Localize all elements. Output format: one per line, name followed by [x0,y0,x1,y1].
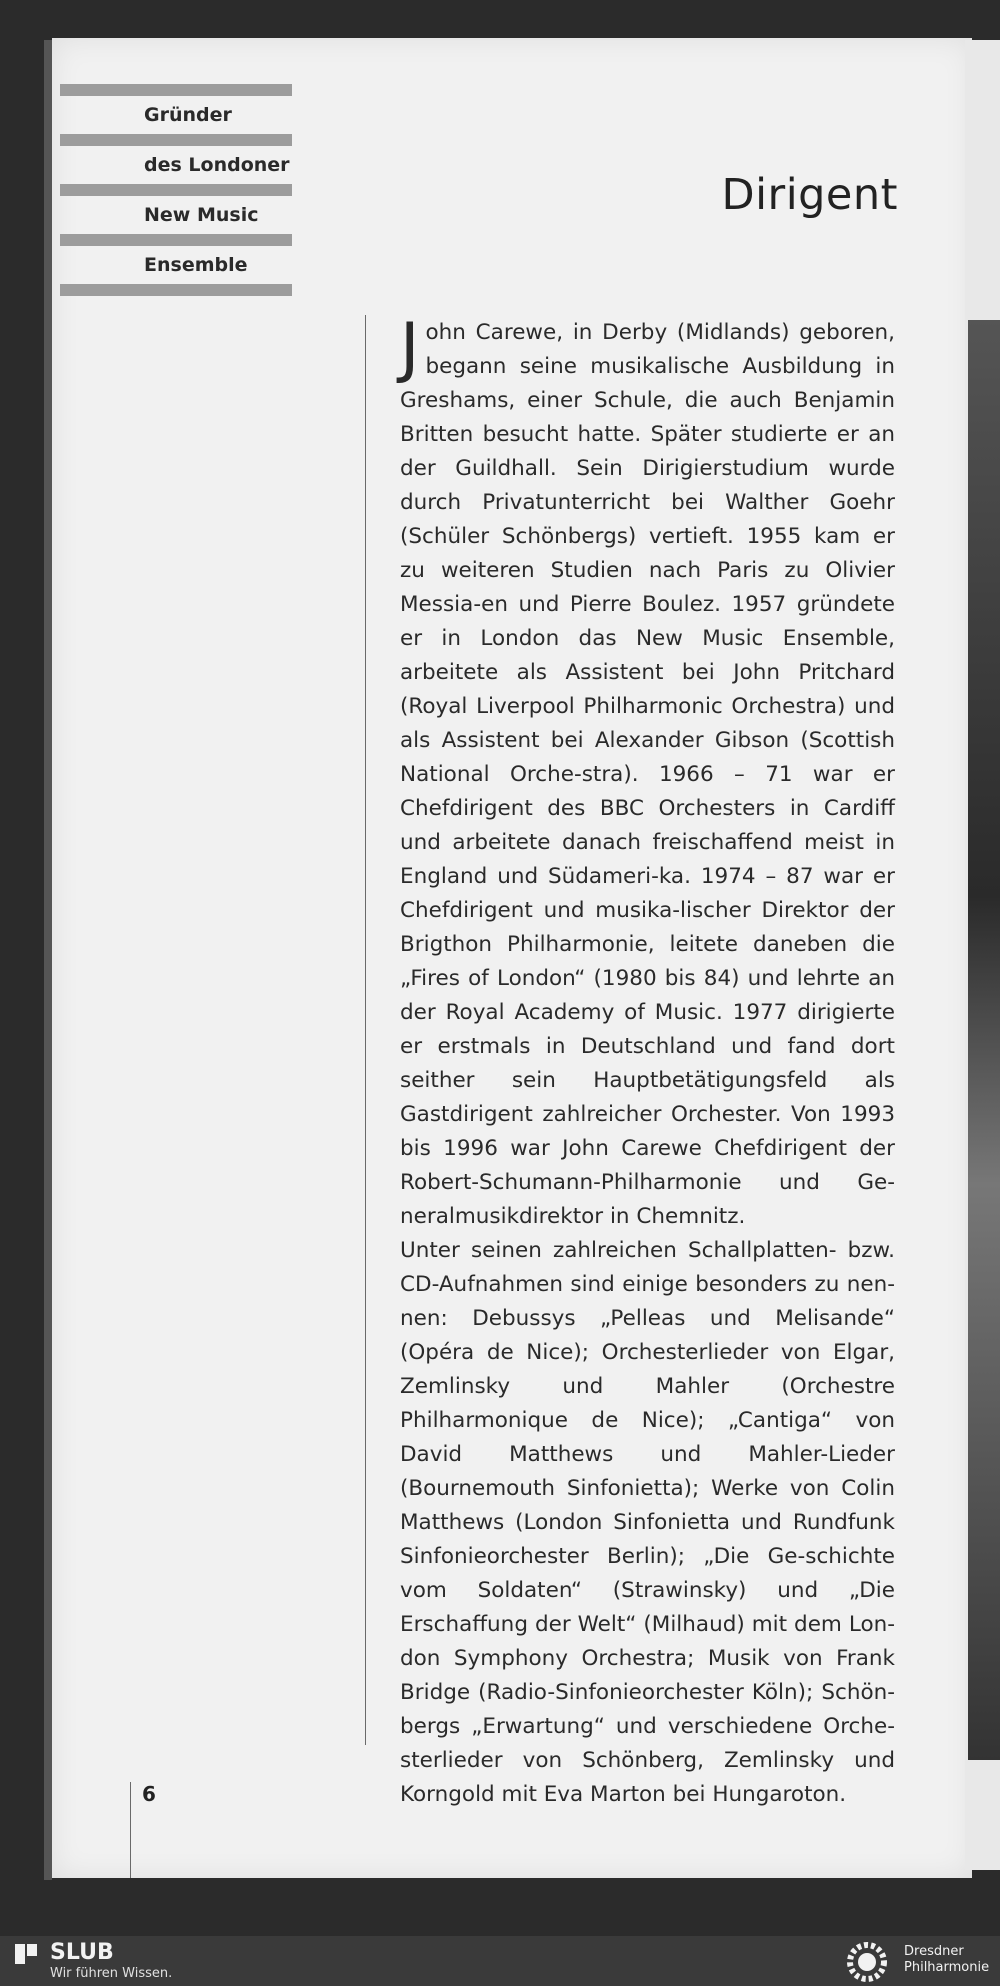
sidebar-line: des Londoner [144,154,290,176]
sidebar-line: Gründer [144,104,232,126]
philharmonie-line-2: Philharmonie [904,1960,990,1975]
drop-cap: J [400,309,420,386]
slub-tagline: Wir führen Wissen. [50,1966,173,1981]
slub-logo-icon [14,1942,38,1966]
philharmonie-name [904,1944,989,1976]
paragraph-2: Unter seinen zahlreichen Schallplatten- bzw. CD-Aufnahmen sind einige besonders zu nen-nen: Debussys „Pelleas und Melisande“ (Opéra de Nice); Orchesterlieder von Elgar, Zemlinsky und Mahler (Orchestre Philharmonique de Nice); „Cantiga“ von David Matthews und Mahler-Lieder (Bournemouth Sinfonietta); Werke von Colin Matthews (London Sinfonietta und Rundfunk Sinfonieorchester Berlin); „Die Ge-schichte vom Soldaten“ (Strawinsky) und „Die Erschaffung der Welt“ (Milhaud) mit dem Lon-don Symphony Orchestra; Musik von Frank Bridge (Radio-Sinfonieorchester Köln); Schön-bergs „Erwartung“ und verschiedene Orche-sterlieder von Schönberg, Zemlinsky und Korngold mit Eva Marton bei Hungaroton. [400,1238,895,1807]
philharmonie-line-1: Dresdner [904,1944,964,1959]
slub-name: SLUB [50,1940,114,1965]
page-edge [44,40,52,1880]
sidebar-line: New Music [144,204,259,226]
column-rule [365,315,366,1745]
next-page-edge [965,40,1000,1870]
sidebar-bar [60,284,292,296]
photo-fragment [968,320,1000,1760]
page-number-rule [130,1782,131,1878]
sidebar-bar [60,184,292,196]
philharmonie-logo-icon [842,1940,892,1984]
page-title: Dirigent [721,170,898,220]
paragraph-1 [400,309,895,1234]
paragraph-1-text: ohn Carewe, in Derby (Midlands) geboren, begann seine musikalische Ausbildung in Greshams, einer Schule, die auch Benjamin Britten besucht hatte. Später studierte er an der Guildhall. Sein Dirigierstudium wurde durch Privatunterricht bei Walther Goehr (Schüler Schönbergs) vertieft. 1955 kam er zu weiteren Studien nach Paris zu Olivier Messia-en und Pierre Boulez. 1957 gründete er in London das New Music Ensemble, arbeitete als Assistent bei John Pritchard (Royal Liverpool Philharmonic Orchestra) und als Assistent bei Alexander Gibson (Scottish National Orche-stra). 1966 – 71 war er Chefdirigent des BBC Orchesters in Cardiff und arbeitete danach freischaffend meist in England und Südameri-ka. 1974 – 87 war er Chefdirigent und musika-lischer Direktor der Brigthon Philharmonie, leitete daneben die „Fires of London“ (1980 bis 84) und lehrte an der Royal Academy of Music. 1977 dirigierte er erstmals in Deutschland und fand dort seither sein Hauptbetätigungsfeld als Gastdirigent zahlreicher Orchester. Von 1993 bis 1996 war John Carewe Chefdirigent der Robert-Schumann-Philharmonie und Ge-neralmusikdirektor in Chemnitz. [400,320,895,1229]
sidebar-bar [60,134,292,146]
sidebar-line: Ensemble [144,254,248,276]
sidebar-bar [60,84,292,96]
footer-bar [0,1936,1000,1986]
biography-text [400,309,895,1812]
page-number: 6 [142,1782,156,1806]
sidebar-heading [60,84,292,296]
sidebar-bar [60,234,292,246]
